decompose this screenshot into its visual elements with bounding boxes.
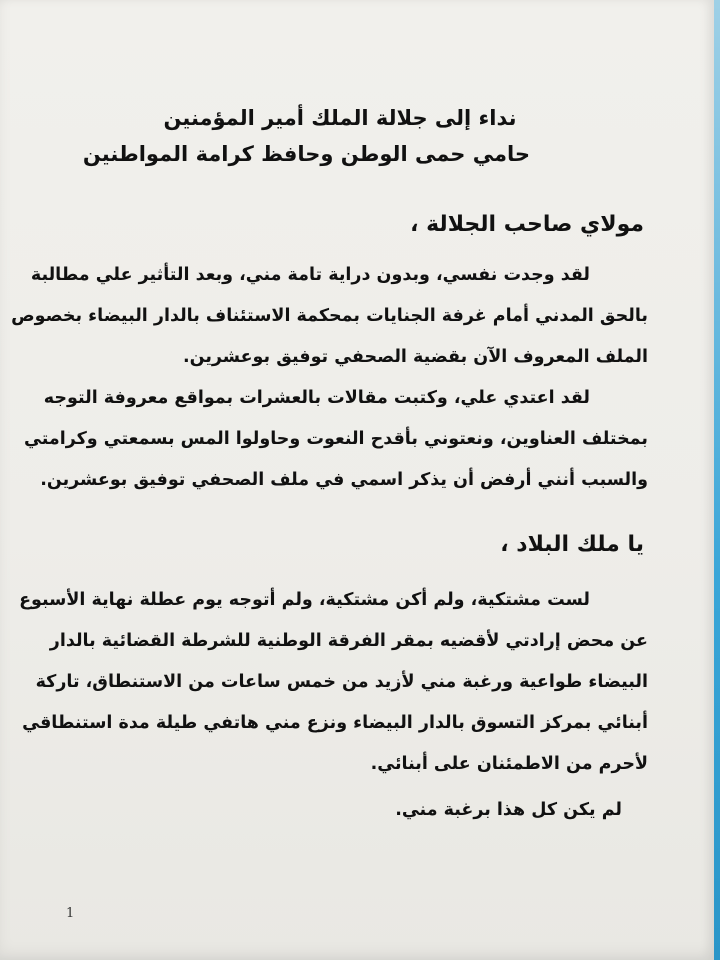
paragraph-3-line-4: أبنائي بمركز التسوق بالدار البيضاء ونزع مني هاتفي طيلة مدة استنطاقي bbox=[22, 713, 648, 733]
background-edge bbox=[714, 0, 720, 960]
paragraph-1-line-3: الملف المعروف الآن بقضية الصحفي توفيق بوعشرين. bbox=[182, 347, 648, 367]
title-line-2: حامي حمى الوطن وحافظ كرامة المواطنين bbox=[82, 142, 530, 166]
paragraph-3-line-2: عن محض إرادتي لأقضيه بمقر الفرقة الوطنية للشرطة القضائية بالدار bbox=[49, 631, 648, 651]
paragraph-3-line-1: لست مشتكية، ولم أكن مشتكية، ولم أتوجه يوم عطلة نهاية الأسبوع bbox=[19, 590, 590, 610]
paragraph-1-line-2: بالحق المدني أمام غرفة الجنايات بمحكمة الاستئناف بالدار البيضاء بخصوص bbox=[11, 306, 648, 326]
letter-title bbox=[82, 100, 530, 172]
closing-line: لم يكن كل هذا برغبة مني. bbox=[395, 800, 622, 820]
paragraph-1-line-1: لقد وجدت نفسي، وبدون دراية تامة مني، وبعد التأثير علي مطالبة bbox=[30, 265, 590, 285]
paragraph-1 bbox=[11, 255, 648, 378]
paragraph-3 bbox=[19, 580, 648, 785]
paragraph-2-line-2: بمختلف العناوين، ونعتوني بأقدح النعوت وحاولوا المس بسمعتي وكرامتي bbox=[24, 429, 648, 449]
page-number: 1 bbox=[66, 906, 75, 921]
paragraph-3-line-5: لأحرم من الاطمئنان على أبنائي. bbox=[370, 754, 648, 774]
second-heading: يا ملك البلاد ، bbox=[500, 532, 644, 557]
title-line-1: نداء إلى جلالة الملك أمير المؤمنين bbox=[163, 106, 517, 130]
paragraph-2 bbox=[24, 378, 648, 501]
paragraph-3-line-3: البيضاء طواعية ورغبة مني لأزيد من خمس ساعات من الاستنطاق، تاركة bbox=[35, 672, 648, 692]
paragraph-2-line-3: والسبب أنني أرفض أن يذكر اسمي في ملف الصحفي توفيق بوعشرين. bbox=[40, 470, 648, 490]
salutation-heading: مولاي صاحب الجلالة ، bbox=[410, 212, 644, 237]
paragraph-2-line-1: لقد اعتدي علي، وكتبت مقالات بالعشرات بمواقع معروفة التوجه bbox=[43, 388, 590, 408]
